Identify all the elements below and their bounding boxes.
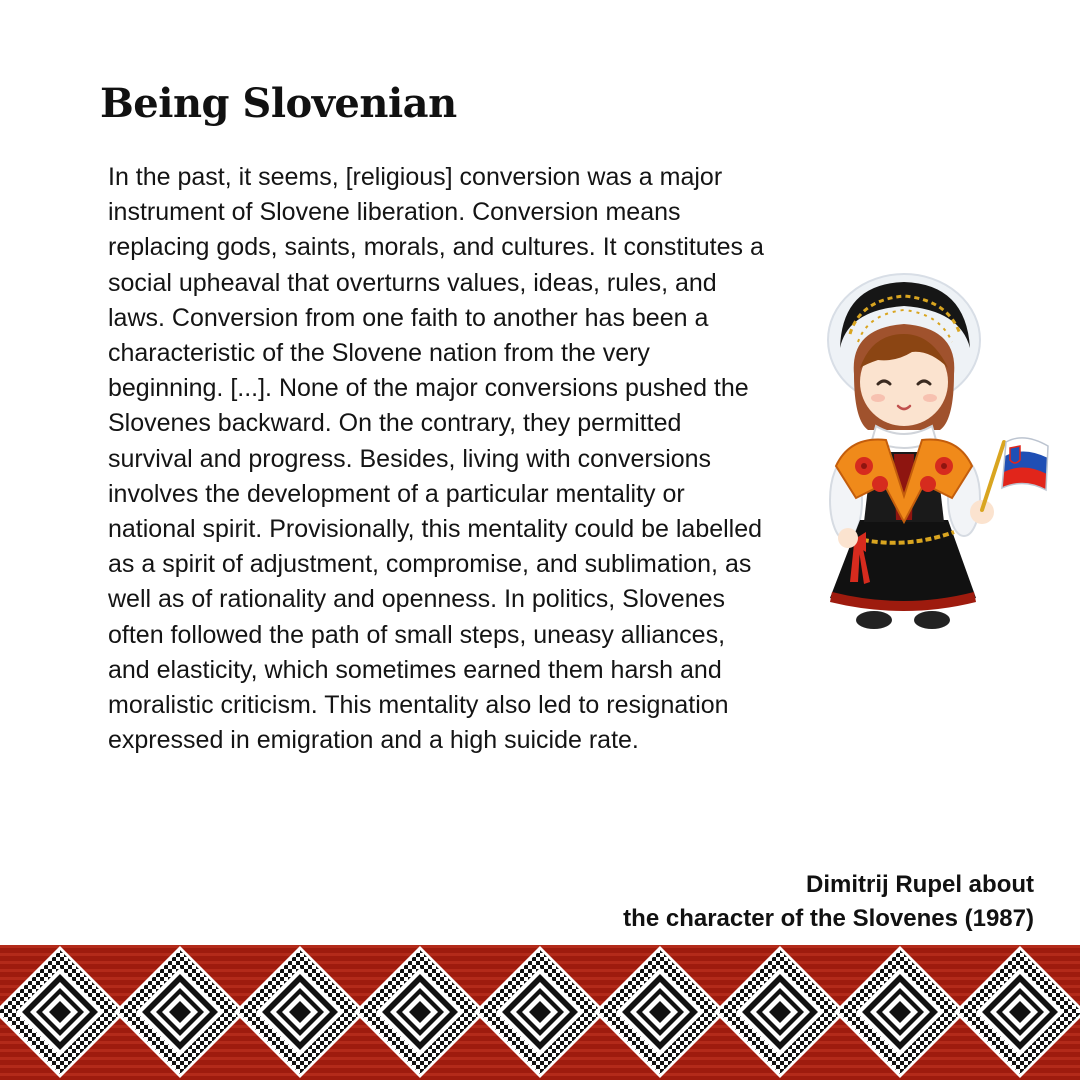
- slovenian-girl-folk-costume-icon: [820, 270, 1060, 640]
- attribution-line-2: the character of the Slovenes (1987): [623, 905, 1034, 932]
- attribution-line-1: Dimitrij Rupel about: [806, 871, 1034, 898]
- folk-diamond-border-icon: [0, 945, 1080, 1080]
- attribution: [623, 868, 1034, 936]
- slovenia-flag-icon: [1002, 438, 1048, 490]
- quote-text: In the past, it seems, [religious] conversion was a major instrument of Slovene liberation. Conversion means replacing gods, saints, morals, and cultures. It constitutes a social upheaval that overturns values, ideas, rules, and laws. Conversion from one faith to another has been a characteristic of the Slovene nation from the very beginning. [...]. None of the major conversions pushed the Slovenes backward. On the contrary, they permitted survival and progress. Besides, living with conversions involves the development of a particular mentality or national spirit. Provisionally, this mentality could be labelled as a spirit of adjustment, compromise, and sublimation, as well as of rationality and openness. In politics, Slovenes often followed the path of small steps, uneasy alliances, and elasticity, which sometimes earned them harsh and moralistic criticism. This mentality also led to resignation expressed in emigration and a high suicide rate.: [108, 163, 764, 755]
- page-title: Being Slovenian: [100, 80, 457, 127]
